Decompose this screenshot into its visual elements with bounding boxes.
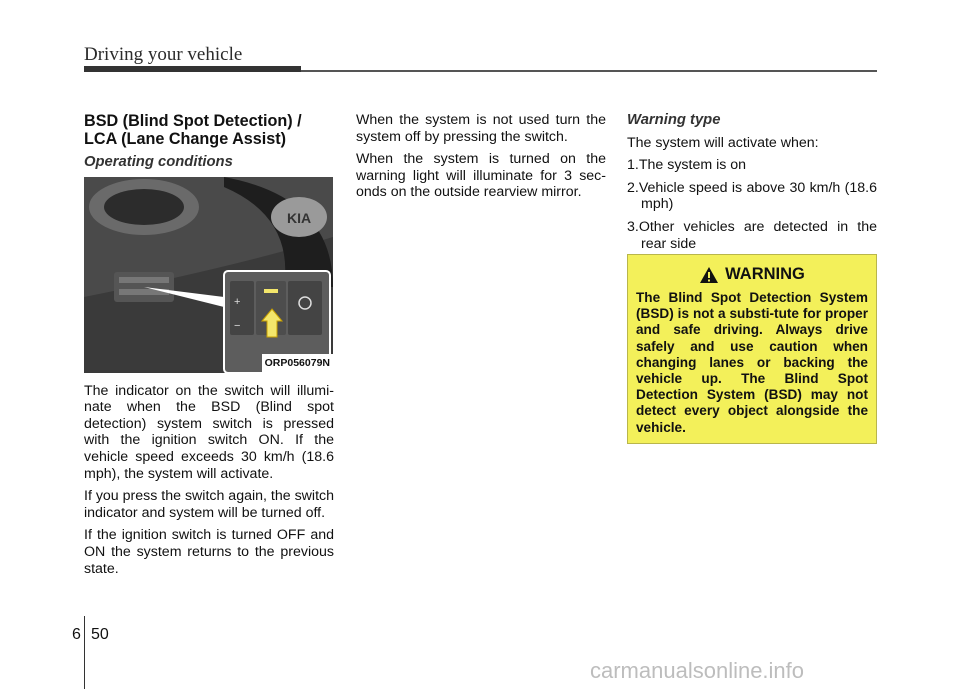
warning-body: The Blind Spot Detection System (BSD) is not a substi-tute for proper and safe driving. Always drive safely and use caution when changing lanes or backing the vehicle up. The Blind Spot Detection System (BSD) may not detect every object alongside the vehicle. xyxy=(636,290,868,435)
svg-text:−: − xyxy=(234,319,241,332)
column-left xyxy=(84,112,334,583)
paragraph: When the system is not used turn the system off by pressing the switch. xyxy=(356,112,606,145)
svg-text:+: + xyxy=(234,295,241,308)
list-item: 3.Other vehicles are detected in the rear side xyxy=(627,218,877,252)
page-header-title: Driving your vehicle xyxy=(84,44,243,65)
column-right xyxy=(627,112,877,258)
header-rule-thin xyxy=(301,70,877,72)
operating-conditions-heading: Operating conditions xyxy=(84,154,233,170)
warning-type-heading: Warning type xyxy=(627,112,721,128)
paragraph: The indicator on the switch will illumi-nate when the BSD (Blind spot detection) system switch is pressed with the ignition switch ON. If the vehicle speed exceeds 30 km/h (18.6 mph), the system will activate. xyxy=(84,382,334,482)
page-number: 50 xyxy=(91,626,109,643)
paragraph: If you press the switch again, the switch indicator and system will be turned off. xyxy=(84,488,334,521)
footer-divider xyxy=(84,616,85,689)
list-item: 1.The system is on xyxy=(627,157,747,174)
figure-label: ORP056079N xyxy=(262,354,333,373)
warning-title: WARNING xyxy=(725,265,805,283)
watermark: carmanualsonline.info xyxy=(590,658,805,683)
warning-box xyxy=(627,254,877,444)
bsd-switch-figure xyxy=(84,177,333,373)
header-rule-thick xyxy=(84,66,301,72)
warning-header xyxy=(636,265,868,284)
column-middle xyxy=(356,112,606,207)
svg-text:KIA: KIA xyxy=(287,209,312,226)
dashboard-illustration xyxy=(84,177,333,373)
intro-text: The system will activate when: xyxy=(627,134,819,151)
section-number: 6 xyxy=(72,626,81,643)
warning-triangle-icon xyxy=(699,266,719,284)
paragraph: When the system is turned on the warning light will illuminate for 3 sec-onds on the outside rearview mirror. xyxy=(356,151,606,201)
list-item: 2.Vehicle speed is above 30 km/h (18.6 mph) xyxy=(627,179,877,213)
paragraph: If the ignition switch is turned OFF and ON the system returns to the previous state. xyxy=(84,527,334,577)
section-heading: BSD (Blind Spot Detection) / LCA (Lane Change Assist) xyxy=(84,112,302,148)
